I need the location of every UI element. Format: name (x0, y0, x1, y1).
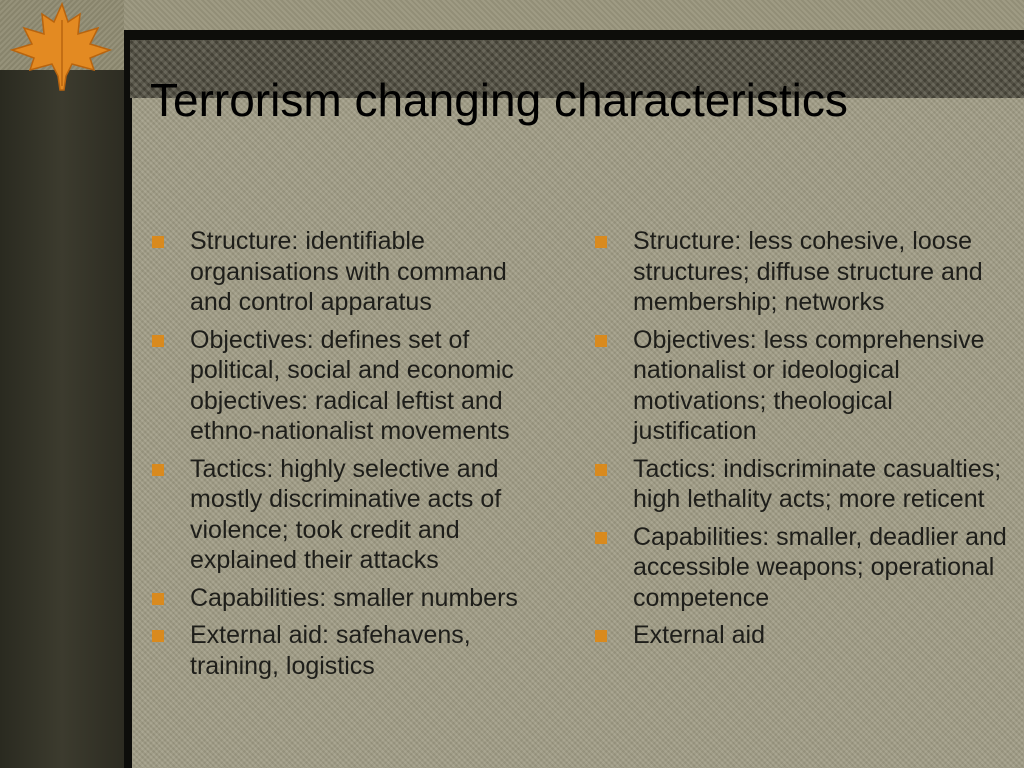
list-item-text: Capabilities: smaller, deadlier and accessible weapons; operational competence (633, 522, 1007, 612)
list-item-text: Tactics: highly selective and mostly discriminative acts of violence; took credit and explained their attacks (190, 454, 502, 574)
square-bullet-icon (152, 593, 164, 605)
top-texture-band (0, 0, 1024, 34)
list-item-text: Objectives: less comprehensive nationalist or ideological motivations; theological justification (633, 325, 985, 445)
square-bullet-icon (152, 335, 164, 347)
square-bullet-icon (152, 630, 164, 642)
square-bullet-icon (595, 464, 607, 476)
list-item (595, 226, 1015, 318)
left-decorative-strip (0, 30, 124, 768)
list-item (152, 583, 552, 614)
list-item-text: Structure: less cohesive, loose structures; diffuse structure and membership; networks (633, 227, 983, 316)
square-bullet-icon (595, 532, 607, 544)
square-bullet-icon (595, 335, 607, 347)
square-bullet-icon (595, 236, 607, 248)
list-item (595, 522, 1015, 614)
list-item (152, 226, 552, 318)
left-bullet-list (152, 226, 552, 688)
list-item-text: External aid (633, 621, 766, 649)
square-bullet-icon (595, 630, 607, 642)
list-item (152, 620, 552, 681)
list-item (152, 325, 552, 447)
list-item-text: Tactics: indiscriminate casualties; high lethality acts; more reticent (633, 454, 1002, 513)
list-item-text: Capabilities: smaller numbers (190, 583, 518, 612)
list-item (595, 325, 1015, 447)
list-item (595, 454, 1015, 515)
list-item-text: Objectives: defines set of political, social and economic objectives: radical leftist and ethno-nationalist movements (190, 325, 514, 445)
list-item-text: Structure: identifiable organisations with command and control apparatus (190, 227, 507, 316)
list-item-text: External aid: safehavens, training, logistics (190, 621, 471, 680)
right-bullet-list (595, 226, 1015, 658)
list-item (152, 454, 552, 576)
maple-leaf-icon (2, 0, 118, 92)
list-item (595, 620, 1015, 651)
slide-title: Terrorism changing characteristics (150, 74, 848, 126)
square-bullet-icon (152, 464, 164, 476)
square-bullet-icon (152, 236, 164, 248)
